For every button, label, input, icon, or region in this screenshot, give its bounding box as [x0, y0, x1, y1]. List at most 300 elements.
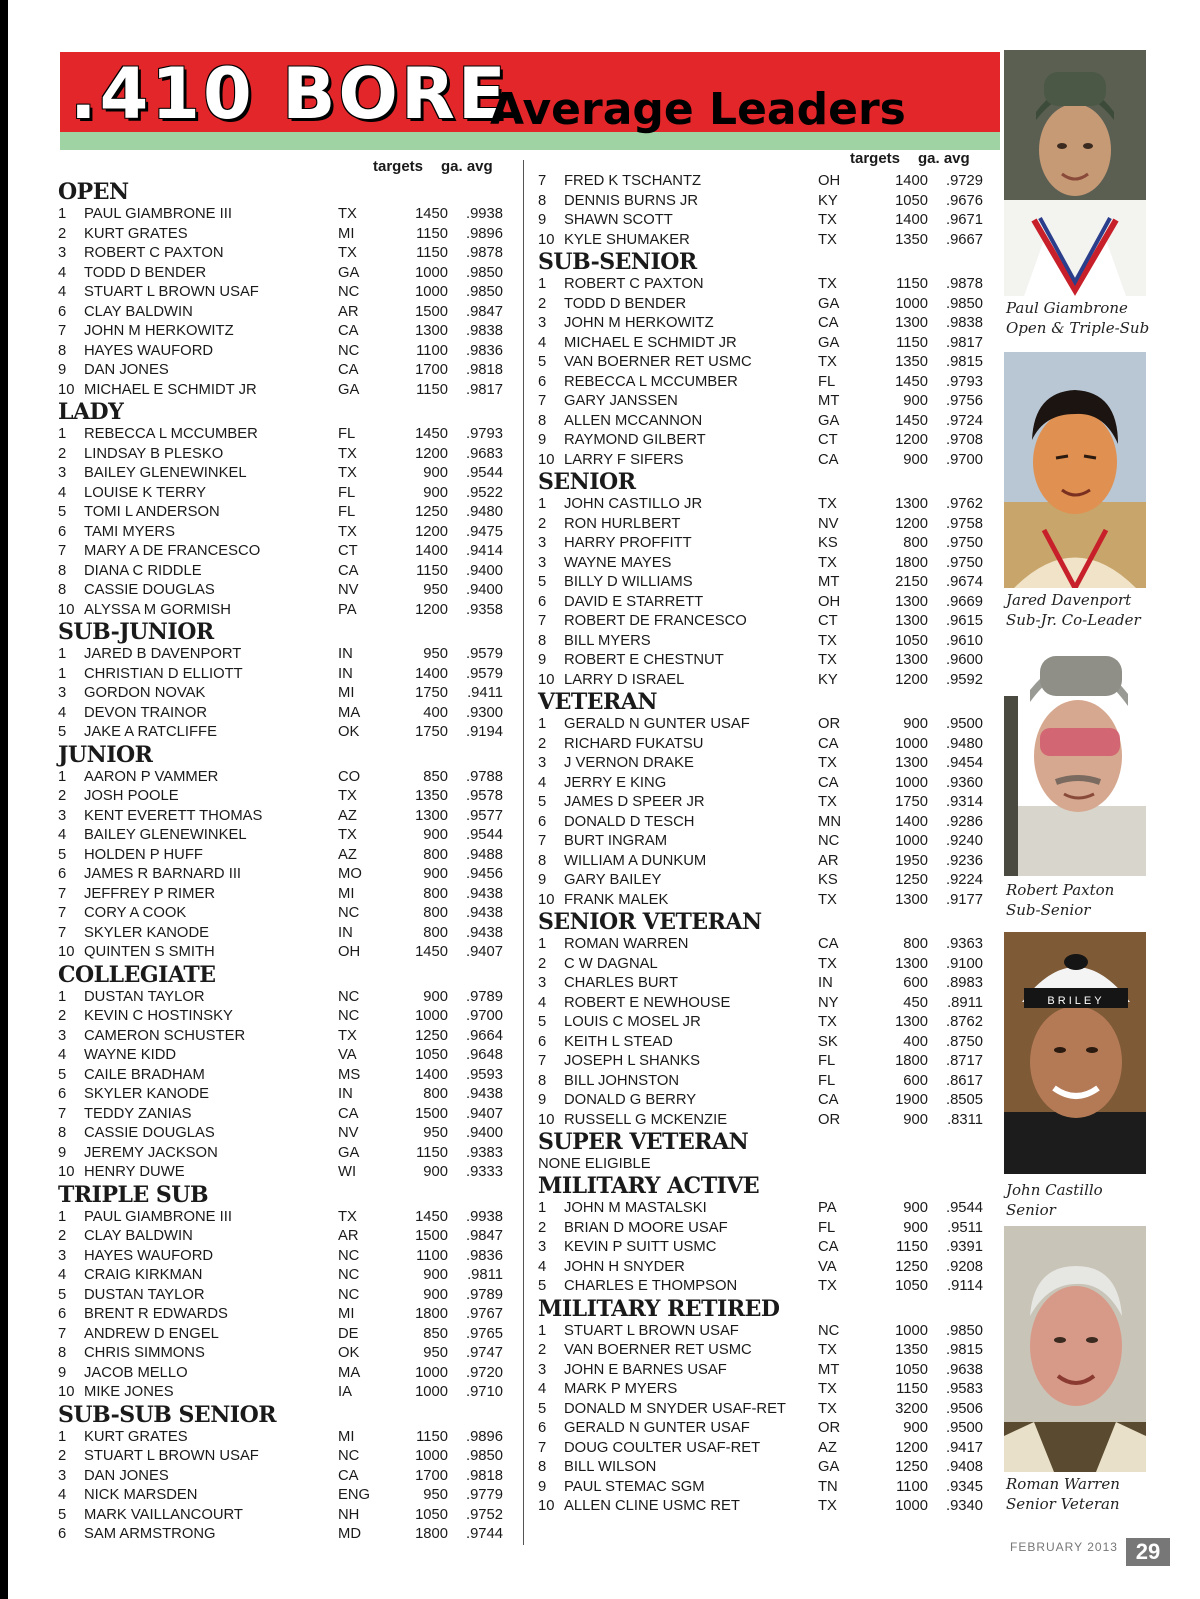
rank-cell: 7 [58, 885, 67, 902]
state-cell: TX [818, 496, 837, 512]
state-cell: IN [338, 665, 353, 682]
division-section [58, 1403, 513, 1545]
leader-row [58, 943, 513, 963]
division-section [538, 1130, 993, 1174]
average-cell: .9750 [945, 554, 983, 571]
shooter-name: DIANA C RIDDLE [84, 562, 202, 579]
rank-cell: 7 [538, 1439, 547, 1456]
state-cell: TX [818, 354, 837, 370]
targets-cell: 1000 [415, 264, 448, 281]
rank-cell: 9 [538, 1478, 547, 1495]
state-cell: CA [818, 315, 839, 331]
state-cell: AZ [338, 846, 357, 863]
rank-cell: 10 [58, 944, 75, 960]
leader-row [58, 1227, 513, 1247]
avg-header: ga. avg [918, 150, 970, 167]
leader-row [58, 1124, 513, 1144]
average-cell: .9407 [465, 1105, 503, 1122]
division-title: MILITARY RETIRED [538, 1295, 780, 1322]
targets-cell: 950 [423, 1487, 448, 1503]
targets-cell: 1100 [416, 1247, 448, 1264]
division-title: OPEN [58, 179, 129, 205]
targets-cell: 1350 [895, 231, 928, 248]
state-cell: NC [338, 905, 360, 921]
rank-cell: 5 [58, 1506, 67, 1523]
division-section [538, 172, 993, 250]
average-cell: .9789 [465, 1286, 503, 1303]
targets-cell: 1150 [416, 1144, 448, 1161]
rank-cell: 5 [538, 574, 547, 590]
leader-row [58, 464, 513, 484]
state-cell: MA [338, 704, 361, 721]
shooter-name: MICHAEL E SCHMIDT JR [564, 334, 737, 351]
leader-row [538, 412, 993, 432]
state-cell: CA [818, 774, 839, 791]
state-cell: TX [818, 652, 837, 668]
average-cell: .8750 [945, 1033, 983, 1050]
division-title: SENIOR VETERAN [538, 909, 762, 935]
leader-row [58, 723, 513, 743]
average-cell: .9758 [945, 515, 983, 532]
division-title: SENIOR [538, 469, 636, 495]
average-cell: .9710 [465, 1384, 503, 1400]
shooter-name: DOUG COULTER USAF-RET [564, 1439, 761, 1456]
rank-cell: 1 [538, 936, 547, 952]
leader-row [538, 793, 993, 813]
average-cell: .9896 [465, 225, 503, 242]
average-cell: .9400 [465, 582, 503, 598]
average-cell: .9358 [465, 601, 503, 618]
average-cell: .9789 [465, 988, 503, 1005]
division-section [58, 963, 513, 1183]
state-cell: FL [338, 426, 356, 442]
state-cell: TX [818, 554, 837, 571]
leader-row [538, 955, 993, 975]
shooter-name: JOHN H SNYDER [564, 1258, 685, 1275]
leader-row [538, 832, 993, 852]
average-cell: .9456 [465, 866, 503, 882]
targets-cell: 1000 [415, 1008, 448, 1024]
targets-cell: 900 [903, 716, 928, 732]
average-cell: .9817 [945, 334, 983, 351]
rank-cell: 3 [58, 245, 67, 261]
targets-cell: 1700 [415, 1467, 448, 1484]
average-cell: .9480 [465, 504, 503, 520]
state-cell: FL [818, 1072, 836, 1089]
rank-cell: 7 [538, 393, 547, 409]
leader-row [58, 768, 513, 788]
rank-cell: 5 [538, 1014, 547, 1030]
rank-cell: 6 [538, 1033, 547, 1050]
average-cell: .9729 [945, 173, 983, 189]
leader-row [58, 342, 513, 362]
banner-title: .410 BORE [70, 53, 509, 135]
state-cell: MA [338, 1364, 361, 1381]
leaders-column-left [58, 158, 513, 1545]
leader-row [58, 562, 513, 582]
rank-cell: 2 [58, 225, 67, 242]
rank-cell: 2 [58, 1448, 67, 1464]
leader-row [538, 353, 993, 373]
shooter-name: ROBERT C PAXTON [84, 245, 224, 261]
targets-cell: 1300 [895, 891, 928, 908]
leader-row [58, 264, 513, 284]
average-cell: .9544 [465, 465, 503, 481]
leaders-column-right [538, 150, 993, 1517]
average-cell: .9788 [465, 768, 503, 785]
average-cell: .9818 [465, 1467, 503, 1484]
shooter-name: RUSSELL G MCKENZIE [564, 1111, 728, 1128]
targets-cell: 900 [423, 1164, 448, 1180]
rank-cell: 9 [58, 1364, 67, 1381]
average-cell: .9708 [945, 432, 983, 448]
targets-cell: 1450 [415, 1208, 448, 1225]
average-cell: .9417 [945, 1439, 983, 1456]
average-cell: .8617 [945, 1072, 983, 1089]
rank-cell: 8 [58, 1345, 67, 1361]
targets-cell: 1150 [896, 276, 928, 292]
shooter-name: ROBERT E CHESTNUT [564, 652, 724, 668]
shooter-name: LOUISE K TERRY [84, 484, 206, 501]
rank-cell: 5 [58, 1066, 67, 1083]
average-cell: .9847 [465, 303, 503, 320]
targets-cell: 950 [423, 646, 448, 662]
average-cell: .9579 [465, 646, 503, 662]
shooter-name: SKYLER KANODE [84, 924, 209, 941]
shooter-name: JARED B DAVENPORT [84, 646, 242, 662]
state-cell: MI [338, 685, 355, 701]
targets-cell: 1000 [895, 1498, 928, 1514]
rank-cell: 3 [58, 1027, 67, 1044]
shooter-name: FRANK MALEK [564, 891, 669, 908]
average-cell: .9938 [465, 1208, 503, 1225]
rank-cell: 4 [538, 334, 547, 351]
targets-cell: 1300 [415, 323, 448, 339]
shooter-name: BAILEY GLENEWINKEL [84, 827, 247, 843]
state-cell: NV [338, 582, 359, 598]
targets-cell: 1350 [895, 354, 928, 370]
targets-cell: 1000 [895, 1322, 928, 1339]
leader-row [58, 1247, 513, 1267]
average-cell: .9850 [945, 1322, 983, 1339]
page-number: 29 [1126, 1538, 1170, 1566]
leader-row [538, 1199, 993, 1219]
state-cell: NV [818, 515, 839, 532]
average-cell: .9878 [465, 245, 503, 261]
state-cell: GA [338, 381, 360, 398]
average-cell: .9240 [945, 833, 983, 849]
average-cell: .9236 [945, 852, 983, 869]
average-cell: .9779 [465, 1487, 503, 1503]
average-cell: .9408 [945, 1459, 983, 1475]
average-cell: .9488 [465, 846, 503, 863]
rank-cell: 3 [538, 1239, 547, 1255]
average-cell: .9818 [465, 362, 503, 378]
state-cell: TX [818, 1381, 837, 1397]
leader-row [538, 935, 993, 955]
average-cell: .9114 [947, 1278, 983, 1294]
state-cell: CA [818, 1239, 839, 1255]
shooter-name: REBECCA L MCCUMBER [564, 373, 738, 390]
rank-cell: 10 [58, 1384, 75, 1400]
leader-row [58, 704, 513, 724]
state-cell: TX [818, 276, 837, 292]
leader-row [58, 1467, 513, 1487]
leader-row [538, 1478, 993, 1498]
average-cell: .9583 [945, 1381, 983, 1397]
leader-row [58, 303, 513, 323]
state-cell: PA [338, 601, 357, 618]
targets-cell: 1300 [895, 755, 928, 771]
state-cell: NV [338, 1125, 359, 1141]
rank-cell: 7 [58, 543, 67, 559]
state-cell: MI [338, 225, 355, 242]
state-cell: TX [818, 755, 837, 771]
shooter-name: ROBERT DE FRANCESCO [564, 613, 747, 629]
targets-cell: 1200 [895, 1439, 928, 1456]
targets-cell: 1800 [415, 1526, 448, 1542]
targets-cell: 1750 [415, 724, 448, 740]
shooter-name: CASSIE DOUGLAS [84, 1125, 215, 1141]
shooter-name: WAYNE MAYES [564, 554, 672, 571]
leader-row [538, 1052, 993, 1072]
average-cell: .9669 [945, 593, 983, 610]
average-cell: .9300 [465, 704, 503, 721]
average-cell: .9208 [945, 1258, 983, 1275]
average-cell: .9720 [465, 1364, 503, 1381]
leader-row [538, 1111, 993, 1131]
average-cell: .9194 [465, 724, 503, 740]
leader-row [538, 1361, 993, 1381]
shooter-name: DAN JONES [84, 1467, 169, 1484]
state-cell: TX [338, 206, 357, 222]
leader-row [58, 1266, 513, 1286]
state-cell: DE [338, 1325, 359, 1342]
division-note: NONE ELIGIBLE [538, 1156, 651, 1172]
state-cell: FL [338, 504, 356, 520]
state-cell: FL [818, 1053, 836, 1069]
avg-header: ga. avg [441, 158, 493, 175]
leader-row [58, 1144, 513, 1164]
leader-row [58, 542, 513, 562]
leader-row [538, 735, 993, 755]
targets-cell: 1000 [895, 833, 928, 849]
leader-row [58, 1525, 513, 1545]
leader-row [58, 846, 513, 866]
average-cell: .9340 [945, 1498, 983, 1514]
state-cell: TX [818, 1400, 837, 1417]
shooter-name: REBECCA L MCCUMBER [84, 426, 258, 442]
leader-row [538, 774, 993, 794]
rank-cell: 7 [538, 1053, 547, 1069]
shooter-name: DAVID E STARRETT [564, 593, 704, 610]
shooter-name: JOSH POOLE [84, 788, 179, 804]
rank-cell: 4 [538, 1258, 547, 1275]
leader-row [538, 1277, 993, 1297]
targets-cell: 850 [423, 1325, 448, 1342]
state-cell: AZ [818, 1439, 837, 1456]
shooter-name: JACOB MELLO [84, 1364, 188, 1381]
average-cell: .9700 [465, 1008, 503, 1024]
rank-cell: 1 [538, 276, 547, 292]
state-cell: NC [338, 342, 360, 359]
rank-cell: 10 [538, 231, 555, 248]
leader-row [58, 503, 513, 523]
state-cell: IN [818, 975, 833, 991]
rank-cell: 8 [538, 1072, 547, 1089]
targets-header: targets [850, 150, 901, 167]
state-cell: TX [818, 891, 837, 908]
targets-cell: 900 [903, 1219, 928, 1236]
average-cell: .9500 [945, 716, 983, 732]
shooter-name: QUINTEN S SMITH [84, 944, 215, 960]
rank-cell: 9 [538, 872, 547, 888]
state-cell: NC [818, 833, 840, 849]
average-cell: .9664 [465, 1027, 503, 1044]
average-cell: .9438 [465, 905, 503, 921]
targets-cell: 1450 [415, 206, 448, 222]
shooter-name: CLAY BALDWIN [84, 1228, 193, 1244]
state-cell: WI [338, 1164, 357, 1180]
state-cell: MD [338, 1526, 362, 1542]
division-title: SUPER VETERAN [538, 1129, 749, 1155]
leader-row [58, 787, 513, 807]
rank-cell: 6 [538, 593, 547, 610]
rank-cell: 4 [538, 1381, 547, 1397]
average-cell: .9391 [945, 1239, 983, 1255]
shooter-name: FRED K TSCHANTZ [564, 173, 702, 189]
leader-row [538, 593, 993, 613]
targets-cell: 1250 [895, 872, 928, 888]
division-section [58, 743, 513, 963]
state-cell: TX [338, 445, 357, 462]
shooter-name: LINDSAY B PLESKO [84, 445, 224, 462]
targets-cell: 1300 [895, 593, 928, 610]
rank-cell: 1 [538, 716, 547, 732]
leader-row [58, 1486, 513, 1506]
average-cell: .9674 [945, 574, 983, 590]
average-cell: .9744 [465, 1526, 503, 1542]
leader-row [538, 671, 993, 691]
targets-cell: 1300 [895, 613, 928, 629]
targets-cell: 900 [423, 827, 448, 843]
average-cell: .9767 [465, 1306, 503, 1322]
average-cell: .9671 [945, 212, 983, 228]
average-cell: .9480 [945, 735, 983, 752]
shooter-name: CORY A COOK [84, 905, 187, 921]
shooter-name: ROMAN WARREN [564, 936, 689, 952]
shooter-name: HAYES WAUFORD [84, 342, 214, 359]
rank-cell: 4 [58, 264, 67, 281]
average-cell: .8762 [945, 1014, 983, 1030]
state-cell: NC [338, 1247, 360, 1264]
leader-row [538, 1419, 993, 1439]
targets-cell: 1000 [895, 295, 928, 312]
shooter-name: MARY A DE FRANCESCO [84, 543, 261, 559]
targets-cell: 1300 [895, 955, 928, 972]
shooter-name: CHRISTIAN D ELLIOTT [84, 665, 243, 682]
average-cell: .9878 [945, 276, 983, 292]
state-cell: CT [338, 543, 358, 559]
rank-cell: 3 [538, 1361, 547, 1378]
targets-cell: 900 [903, 1420, 928, 1436]
leader-row [58, 205, 513, 225]
targets-cell: 1150 [896, 334, 928, 351]
targets-cell: 950 [423, 1345, 448, 1361]
rank-cell: 4 [58, 704, 67, 721]
average-cell: .8505 [945, 1092, 983, 1108]
targets-cell: 1000 [895, 735, 928, 752]
rank-cell: 2 [538, 515, 547, 532]
rank-cell: 10 [538, 1111, 555, 1128]
state-cell: TX [338, 245, 357, 261]
shooter-name: JAMES D SPEER JR [564, 794, 705, 810]
shooter-name: SKYLER KANODE [84, 1086, 209, 1102]
targets-cell: 1050 [895, 632, 928, 649]
division-title: MILITARY ACTIVE [538, 1173, 760, 1199]
shooter-name: HAYES WAUFORD [84, 1247, 214, 1264]
leader-row [538, 373, 993, 393]
leader-row [58, 924, 513, 944]
shooter-name: BRIAN D MOORE USAF [564, 1219, 728, 1236]
state-cell: NC [338, 284, 360, 300]
shooter-name: MIKE JONES [84, 1384, 174, 1400]
average-cell: .8911 [947, 994, 983, 1011]
shooter-name: JOHN M MASTALSKI [564, 1200, 707, 1216]
targets-header: targets [373, 158, 424, 175]
targets-cell: 850 [423, 768, 448, 785]
leader-row [58, 1007, 513, 1027]
state-cell: GA [818, 412, 840, 429]
state-cell: ENG [338, 1487, 371, 1503]
rank-cell: 7 [58, 1325, 67, 1342]
targets-cell: 1050 [895, 1361, 928, 1378]
targets-cell: 900 [903, 451, 928, 468]
average-cell: .8983 [945, 975, 983, 991]
rank-cell: 8 [58, 342, 67, 359]
leader-row [538, 1380, 993, 1400]
leader-row [538, 1238, 993, 1258]
targets-cell: 600 [903, 975, 928, 991]
targets-cell: 1250 [895, 1258, 928, 1275]
shooter-name: KURT GRATES [84, 1428, 188, 1445]
page-spine [0, 0, 8, 1599]
targets-cell: 1300 [415, 807, 448, 824]
rank-cell: 1 [538, 496, 547, 512]
shooter-name: PAUL GIAMBRONE III [84, 206, 232, 222]
average-cell: .9400 [465, 562, 503, 579]
shooter-name: GARY BAILEY [564, 872, 662, 888]
average-cell: .9836 [465, 1247, 503, 1264]
average-cell: .9793 [945, 373, 983, 390]
state-cell: NC [338, 1008, 360, 1024]
average-cell: .9615 [945, 613, 983, 629]
average-cell: .9838 [945, 315, 983, 331]
shooter-name: MARK VAILLANCOURT [84, 1506, 243, 1523]
rank-cell: 1 [58, 768, 67, 785]
average-cell: .9314 [945, 794, 983, 810]
targets-cell: 900 [903, 1111, 928, 1128]
rank-cell: 8 [538, 412, 547, 429]
rank-cell: 5 [58, 724, 67, 740]
state-cell: TX [818, 794, 837, 810]
average-cell: .9756 [945, 393, 983, 409]
caption-title: Sub-Jr. Co-Leader [1006, 611, 1141, 629]
average-cell: .9747 [465, 1345, 503, 1361]
state-cell: CA [338, 362, 359, 378]
average-cell: .9667 [945, 231, 983, 248]
rank-cell: 4 [58, 827, 67, 843]
